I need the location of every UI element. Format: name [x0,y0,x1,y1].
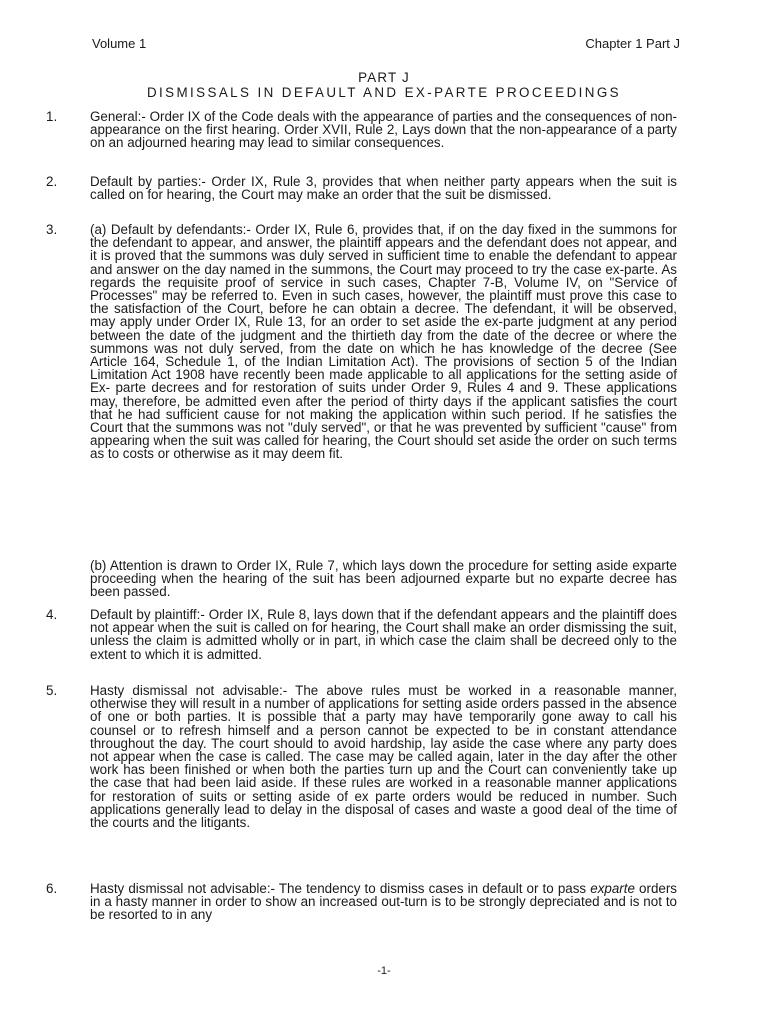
paragraph-subsection-b: (b) Attention is drawn to Order IX, Rule 7, which lays down the procedure for setting aside exparte proceeding when the hearing of the suit has been adjourned exparte but no exparte decree has been passed. [90,558,677,600]
paragraph-number: 6. [46,881,58,896]
italic-term: exparte [590,881,635,896]
paragraph-number: 3. [46,222,58,237]
paragraph-text-start: Hasty dismissal not advisable:- The tendency to dismiss cases in default or to pass [90,881,591,896]
paragraph-default-by-parties: Default by parties:- Order IX, Rule 3, provides that when neither party appears when the suit is called on for hearing, the Court may make an order that the suit be dismissed. [90,174,677,203]
page-number: -1- [377,965,391,977]
paragraph-number: 5. [46,683,58,698]
paragraph-hasty-dismissal: Hasty dismissal not advisable:- The above rules must be worked in a reasonable manner, otherwise they will result in a number of applications for setting aside orders passed in the absence of one or both parties. It is possible that a party may have temporarily gone away to call his counsel or to refresh himself and a person cannot be expected to be in constant attendance throughout the day. The court should to avoid hardship, lay aside the case where any party does not appear when the case is called. The case may be called again, later in the day after the other work has been finished or when both the parties turn up and the Court can conveniently take up the case that had been laid aside. If these rules are worked in a reasonable manner applications for restoration of suits or setting aside of ex parte orders would be reduced in number. Such applications generally lead to delay in the disposal of cases and waste a good deal of the time of the courts and the litigants. [90,683,677,831]
running-header-volume: Volume 1 [92,36,147,51]
section-heading: DISMISSALS IN DEFAULT AND EX-PARTE PROCEEDINGS [146,85,622,100]
part-title: PART J [358,70,410,85]
paragraph-number: 2. [46,174,58,189]
paragraph-number: 1. [46,109,58,124]
running-header-chapter: Chapter 1 Part J [585,36,680,51]
paragraph-default-by-defendants: (a) Default by defendants:- Order IX, Rule 6, provides that, if on the day fixed in the summons for the defendant to appear, and answer, the plaintiff appears and the defendant does not appear, and it is proved that the summons was duly served in sufficient time to enable the defendant to appear and answer on the day named in the summons, the Court may proceed to try the case ex-parte. As regards the requisite proof of service in such cases, Chapter 7-B, Volume IV, on "Service of Processes" may be referred to. Even in such cases, however, the plaintiff must prove this case to the satisfaction of the Court, before he can obtain a decree. The defendant, it will be observed, may apply under Order IX, Rule 13, for an order to set aside the ex-parte judgment at any period between the date of the judgment and the thirtieth day from the date of the decree or where the summons was not duly served, from the date on which he has knowledge of the decree (See Article 164, Schedule 1, of the Indian Limitation Act). The provisions of section 5 of the Indian Limitation Act 1908 have recently been made applicable to all applications for the setting aside of Ex- parte decrees and for restoration of suits under Order 9, Rules 4 and 9. These applications may, therefore, be admitted even after the period of thirty days if the applicant satisfies the court that he had sufficient cause for not making the application within such period. If he satisfies the Court that the summons was not "duly served", or that he was prevented by sufficient "cause" from appearing when the suit was called for hearing, the Court should set aside the order on such terms as to costs or otherwise as it may deem fit. [90,222,677,462]
paragraph-default-by-plaintiff: Default by plaintiff:- Order IX, Rule 8, lays down that if the defendant appears and the plaintiff does not appear when the suit is called on for hearing, the Court shall make an order dismissing the suit, unless the claim is admitted wholly or in part, in which case the claim shall be decreed only to the extent to which it is admitted. [90,607,677,662]
paragraph-text-end: orders in a hasty manner in order to show an increased out-turn is to be strongly depreciated and is not to be resorted to in any [90,881,677,923]
paragraph-number: 4. [46,607,58,622]
paragraph-hasty-dismissal-2 [90,882,677,922]
paragraph-general: General:- Order IX of the Code deals with the appearance of parties and the consequences of non-appearance on the first hearing. Order XVII, Rule 2, Lays down that the non-appearance of a party on an adjourned hearing may lead to similar consequences. [90,109,677,151]
